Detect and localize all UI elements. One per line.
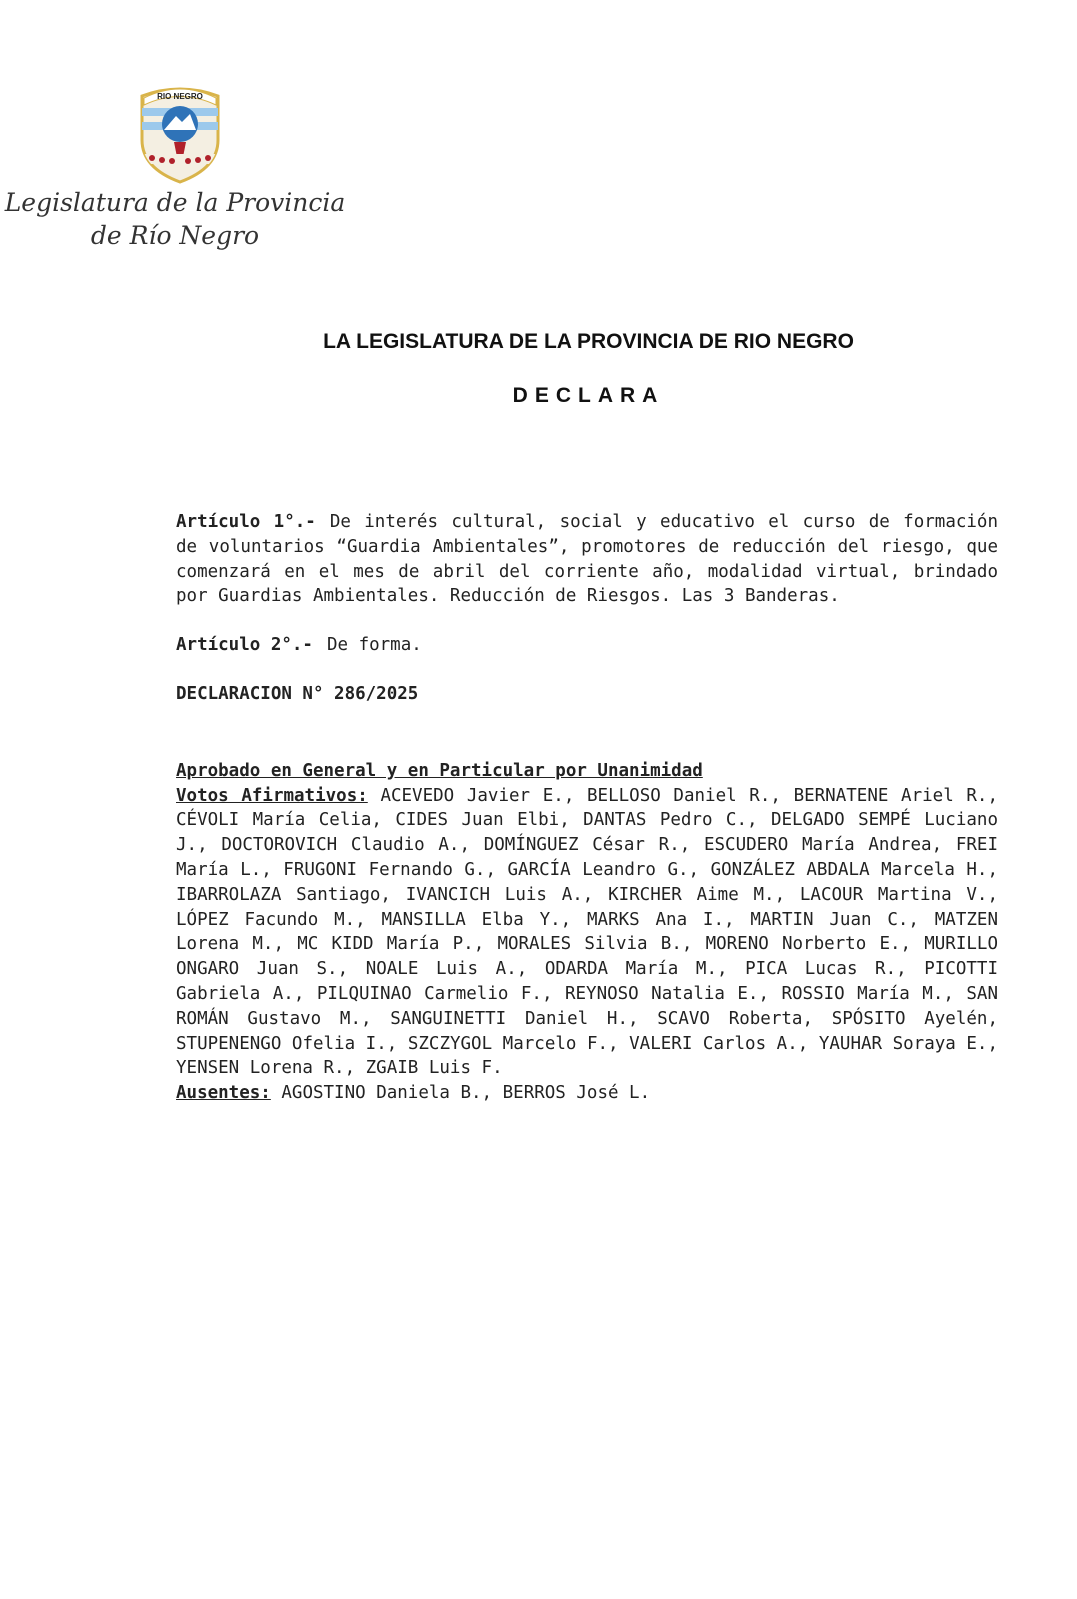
affirmative-votes — [176, 784, 998, 1082]
absent-label: Ausentes: — [176, 1083, 271, 1104]
document-body — [176, 510, 998, 1106]
article-1-text: De interés cultural, social y educativo el curso de formación de voluntarios “Guardia Ambientales”, promotores de reducción del riesgo, que comenzará en el mes de abril del corriente año, modalidad virtual, brindado por Guardias Ambientales. Reducción de Riesgos. Las 3 Banderas. — [176, 512, 998, 607]
article-1 — [176, 510, 998, 609]
approval-line — [176, 759, 998, 784]
article-1-label: Artículo 1°.- — [176, 512, 316, 532]
absent-names: AGOSTINO Daniela B., BERROS José L. — [281, 1083, 651, 1104]
legislature-name — [0, 186, 350, 252]
legislature-line-2: de Río Negro — [90, 221, 260, 250]
rio-negro-crest — [134, 78, 226, 188]
approval-text: Aprobado en General y en Particular por Unanimidad — [176, 760, 703, 781]
article-2 — [176, 633, 998, 658]
legislature-line-1: Legislatura de la Provincia — [4, 188, 346, 217]
article-2-text: De forma. — [326, 635, 422, 656]
article-2-label: Artículo 2°.- — [176, 635, 313, 656]
declara-heading: DECLARA — [512, 384, 665, 407]
affirmative-names: ACEVEDO Javier E., BELLOSO Daniel R., BERNATENE Ariel R., CÉVOLI María Celia, CIDES Juan Elbi, DANTAS Pedro C., DELGADO SEMPÉ Luciano J., DOCTOROVICH Claudio A., DOMÍNGUEZ César R., ESCUDERO María Andrea, FREI María L., FRUGONI Fernando G., GARCÍA Leandro G., GONZÁLEZ ABDALA Marcela H., IBARROLAZA Santiago, IVANCICH Luis A., KIRCHER Aime M., LACOUR Martina V., LÓPEZ Facundo M., MANSILLA Elba Y., MARKS Ana I., MARTIN Juan C., MATZEN Lorena M., MC KIDD María P., MORALES Silvia B., MORENO Norberto E., MURILLO ONGARO Juan S., NOALE Luis A., ODARDA María M., PICA Lucas R., PICOTTI Gabriela A., PILQUINAO Carmelio F., REYNOSO Natalia E., ROSSIO María M., SAN ROMÁN Gustavo M., SANGUINETTI Daniel H., SCAVO Roberta, SPÓSITO Ayelén, STUPENENGO Ofelia I., SZCZYGOL Marcelo F., VALERI Carlos A., YAUHAR Soraya E., YENSEN Lorena R., ZGAIB Luis F. — [176, 785, 998, 1079]
declaration-number: DECLARACION N° 286/2025 — [176, 683, 419, 704]
crest-text: RIO NEGRO — [157, 92, 203, 101]
document-title: LA LEGISLATURA DE LA PROVINCIA DE RIO NEGRO — [323, 330, 854, 353]
affirmative-label: Votos Afirmativos: — [176, 785, 368, 806]
absent-votes — [176, 1081, 998, 1106]
